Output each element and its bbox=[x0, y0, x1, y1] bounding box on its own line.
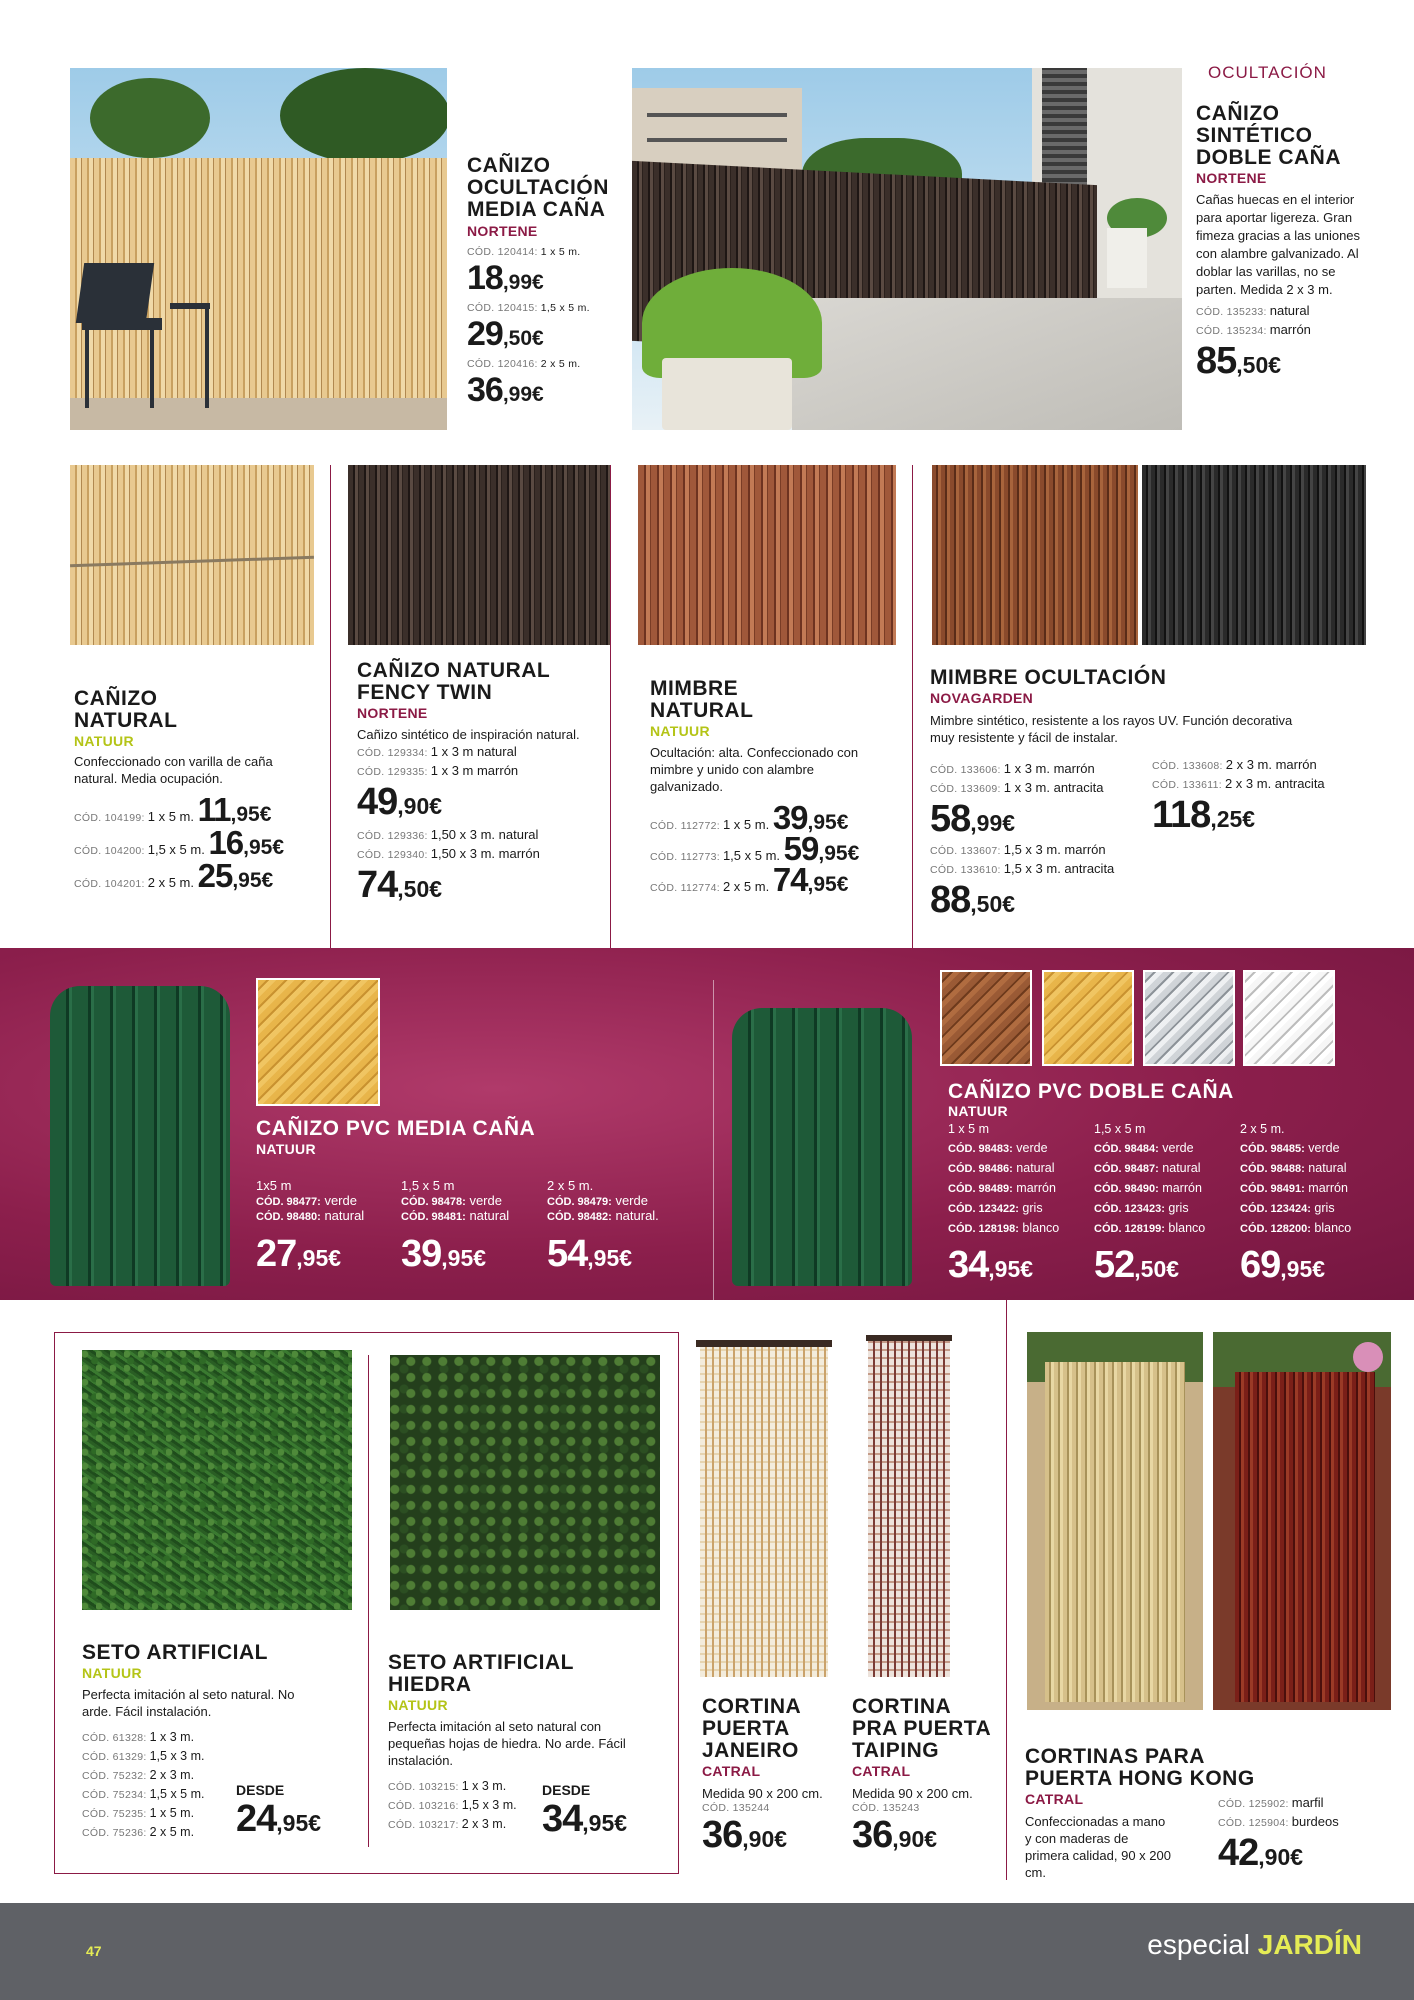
page-number: 47 bbox=[86, 1943, 102, 1959]
taiping-info bbox=[852, 1696, 1012, 1857]
code-line: CÓD. 129334: 1 x 3 m natural bbox=[357, 744, 517, 759]
code-line: CÓD. 112772: 1 x 5 m. 39,95€ bbox=[650, 799, 849, 836]
from-label: DESDE bbox=[236, 1782, 285, 1798]
code-line: CÓD. 98483: verde bbox=[948, 1141, 1048, 1155]
price: 118,25€ bbox=[1152, 794, 1256, 836]
price: 27,95€ bbox=[256, 1233, 342, 1275]
brand-label: CATRAL bbox=[852, 1763, 911, 1779]
code-line: CÓD. 129340: 1,50 x 3 m. marrón bbox=[357, 846, 540, 861]
code-line: CÓD. 133607: 1,5 x 3 m. marrón bbox=[930, 842, 1106, 857]
price: 42,90€ bbox=[1218, 1832, 1304, 1874]
code-line: CÓD. 133606: 1 x 3 m. marrón bbox=[930, 761, 1095, 776]
divider bbox=[1006, 1300, 1007, 1880]
code-line: CÓD. 98486: natural bbox=[948, 1161, 1055, 1175]
code-line: CÓD. 98484: verde bbox=[1094, 1141, 1194, 1155]
brand-label: CATRAL bbox=[1025, 1791, 1084, 1807]
pvc-swatch-brown bbox=[940, 970, 1032, 1066]
band-divider bbox=[713, 980, 714, 1300]
brand-label: NORTENE bbox=[357, 705, 428, 721]
mimbre-natural-info bbox=[650, 678, 900, 900]
brand-label: NORTENE bbox=[467, 223, 538, 239]
divider bbox=[368, 1355, 369, 1847]
product-title: CAÑIZO NATURAL bbox=[74, 687, 178, 732]
hongkong-photo-natural bbox=[1027, 1332, 1203, 1710]
mimbre-ocultacion-prices-a bbox=[930, 760, 1160, 922]
taiping-photo bbox=[866, 1335, 952, 1685]
product-title: CAÑIZO PVC MEDIA CAÑA bbox=[256, 1117, 536, 1140]
pvc-swatch-grey bbox=[1143, 970, 1235, 1066]
code-line: CÓD. 128200: blanco bbox=[1240, 1221, 1352, 1235]
footer-jardin: JARDÍN bbox=[1257, 1929, 1362, 1960]
code-line: CÓD. 98488: natural bbox=[1240, 1161, 1347, 1175]
footer-bar bbox=[0, 1903, 1414, 2000]
natural-info bbox=[74, 688, 314, 896]
code-line: CÓD. 129336: 1,50 x 3 m. natural bbox=[357, 827, 539, 842]
brand-label: CATRAL bbox=[702, 1763, 761, 1779]
product-title: CAÑIZO OCULTACIÓN MEDIA CAÑA bbox=[467, 154, 609, 221]
pvc-doble-info bbox=[948, 1081, 1388, 1119]
product-description: Confeccionadas a mano y con maderas de primera calidad, 90 x 200 cm. bbox=[1025, 1814, 1171, 1880]
mimbre-ocultacion-prices-b bbox=[1152, 756, 1392, 837]
pvc-media-roll-image bbox=[50, 986, 230, 1286]
brand-label: NORTENE bbox=[1196, 170, 1267, 186]
code-line: CÓD. 135233: natural bbox=[1196, 303, 1310, 318]
product-description: Medida 90 x 200 cm. bbox=[852, 1786, 973, 1801]
price: 88,50€ bbox=[930, 879, 1016, 921]
brand-label: NOVAGARDEN bbox=[930, 690, 1034, 706]
code-line: CÓD. 104200: 1,5 x 5 m. 16,95€ bbox=[74, 824, 285, 861]
price: 49,90€ bbox=[357, 781, 443, 823]
seto-hiedra-price-block bbox=[542, 1782, 627, 1841]
code-line: CÓD. 98481: natural bbox=[401, 1208, 510, 1223]
code-line: CÓD. 98489: marrón bbox=[948, 1181, 1056, 1195]
media-cana-info bbox=[467, 155, 617, 410]
divider bbox=[912, 465, 913, 950]
pvc-media-swatch bbox=[256, 978, 380, 1106]
size-label: 1,5 x 5 m bbox=[1094, 1122, 1146, 1136]
code-line: CÓD. 103217: 2 x 3 m. bbox=[388, 1817, 507, 1831]
code-line: CÓD. 112774: 2 x 5 m. 74,95€ bbox=[650, 861, 849, 898]
code-line: CÓD. 98482: natural. bbox=[547, 1208, 659, 1223]
code-line: CÓD. 98477: verde bbox=[256, 1193, 357, 1208]
size-label: 1 x 5 m bbox=[948, 1122, 989, 1136]
product-title: CAÑIZO NATURAL FENCY TWIN bbox=[357, 659, 550, 704]
product-title: CAÑIZO SINTÉTICO DOBLE CAÑA bbox=[1196, 102, 1341, 169]
code-line: CÓD. 75236: 2 x 5 m. bbox=[82, 1825, 195, 1839]
brand-label: NATUUR bbox=[82, 1665, 142, 1681]
code-line: CÓD. 123422: gris bbox=[948, 1201, 1043, 1215]
price: 24,95€ bbox=[236, 1798, 322, 1840]
product-description: Mimbre sintético, resistente a los rayos UV. Función decorativa muy resistente y fácil de instalar. bbox=[930, 713, 1293, 745]
janeiro-photo bbox=[696, 1340, 832, 1685]
code-line: CÓD. 61328: 1 x 3 m. bbox=[82, 1730, 195, 1744]
mimbre-ocultacion-info bbox=[930, 667, 1400, 746]
pvc-media-col-2 bbox=[401, 1178, 541, 1276]
code-line: CÓD. 133611: 2 x 3 m. antracita bbox=[1152, 776, 1325, 791]
fency-photo bbox=[348, 465, 610, 645]
price: 69,95€ bbox=[1240, 1244, 1326, 1286]
product-title: MIMBRE OCULTACIÓN bbox=[930, 666, 1167, 689]
price: 54,95€ bbox=[547, 1233, 633, 1275]
doble-cana-photo bbox=[632, 68, 1182, 430]
product-code: CÓD. 135244 bbox=[702, 1802, 770, 1814]
footer-especial: especial bbox=[1147, 1929, 1250, 1960]
brand-label: NATUUR bbox=[388, 1697, 448, 1713]
price: 34,95€ bbox=[948, 1244, 1034, 1286]
brand-label: NATUUR bbox=[650, 723, 710, 739]
product-title: CORTINA PRA PUERTA TAIPING bbox=[852, 1695, 991, 1762]
code-line: CÓD. 98487: natural bbox=[1094, 1161, 1201, 1175]
code-line: CÓD. 129335: 1 x 3 m marrón bbox=[357, 763, 519, 778]
pvc-doble-col-2 bbox=[1094, 1120, 1234, 1293]
code-line: CÓD. 128199: blanco bbox=[1094, 1221, 1206, 1235]
pvc-doble-roll-image bbox=[732, 1008, 912, 1286]
price: 36,90€ bbox=[852, 1814, 938, 1856]
code-line: CÓD. 98479: verde bbox=[547, 1193, 648, 1208]
product-title: SETO ARTIFICIAL HIEDRA bbox=[388, 1651, 574, 1696]
code-line: CÓD. 123424: gris bbox=[1240, 1201, 1335, 1215]
brand-label: NATUUR bbox=[74, 733, 134, 749]
mimbre-ocultacion-photo-brown bbox=[932, 465, 1138, 645]
fency-info bbox=[357, 660, 602, 907]
janeiro-info bbox=[702, 1696, 862, 1857]
code-line: CÓD. 135234: marrón bbox=[1196, 322, 1311, 337]
product-title: CAÑIZO PVC DOBLE CAÑA bbox=[948, 1080, 1234, 1103]
product-description: Confeccionado con varilla de caña natural. Media ocupación. bbox=[74, 754, 273, 786]
code-line: CÓD. 120415: 1,5 x 5 m. bbox=[467, 302, 590, 314]
price: 39,95€ bbox=[401, 1233, 487, 1275]
size-label: 1,5 x 5 m bbox=[401, 1178, 455, 1193]
code-line: CÓD. 125904: burdeos bbox=[1218, 1814, 1339, 1829]
code-line: CÓD. 75234: 1,5 x 5 m. bbox=[82, 1787, 205, 1801]
code-line: CÓD. 103215: 1 x 3 m. bbox=[388, 1779, 507, 1793]
code-line: CÓD. 98490: marrón bbox=[1094, 1181, 1202, 1195]
pvc-swatch-white bbox=[1243, 970, 1335, 1066]
price: 34,95€ bbox=[542, 1798, 628, 1840]
pvc-media-info bbox=[256, 1118, 706, 1157]
price: 18,99€ bbox=[467, 259, 544, 297]
code-line: CÓD. 61329: 1,5 x 3 m. bbox=[82, 1749, 205, 1763]
product-description: Cañas huecas en el interior para aportar ligereza. Gran fimeza gracias a las uniones con alambre galvanizado. Al doblar las varillas, no se parten. Medida 2 x 3 m. bbox=[1196, 192, 1361, 297]
code-line: CÓD. 104199: 1 x 5 m. 11,95€ bbox=[74, 791, 272, 828]
mimbre-ocultacion-photo-black bbox=[1142, 465, 1366, 645]
divider bbox=[330, 465, 331, 950]
price: 29,50€ bbox=[467, 315, 544, 353]
brand-label: NATUUR bbox=[948, 1103, 1008, 1119]
divider bbox=[610, 465, 611, 950]
code-line: CÓD. 112773: 1,5 x 5 m. 59,95€ bbox=[650, 830, 860, 867]
pvc-doble-col-3 bbox=[1240, 1120, 1390, 1293]
footer-brand bbox=[1147, 1929, 1362, 1961]
media-cana-photo bbox=[70, 68, 447, 430]
product-description: Medida 90 x 200 cm. bbox=[702, 1786, 823, 1801]
doble-cana-info bbox=[1196, 103, 1396, 383]
code-line: CÓD. 103216: 1,5 x 3 m. bbox=[388, 1798, 517, 1812]
size-label: 2 x 5 m. bbox=[1240, 1122, 1285, 1136]
brand-label: NATUUR bbox=[256, 1141, 316, 1157]
code-line: CÓD. 120414: 1 x 5 m. bbox=[467, 246, 581, 258]
price: 36,99€ bbox=[467, 371, 544, 409]
pvc-band bbox=[0, 948, 1414, 1300]
code-line: CÓD. 125902: marfil bbox=[1218, 1795, 1324, 1810]
code-line: CÓD. 128198: blanco bbox=[948, 1221, 1060, 1235]
price: 58,99€ bbox=[930, 798, 1016, 840]
pvc-doble-col-1 bbox=[948, 1120, 1088, 1293]
size-label: 2 x 5 m. bbox=[547, 1178, 594, 1193]
from-label: DESDE bbox=[542, 1782, 591, 1798]
size-label: 1x5 m bbox=[256, 1178, 292, 1193]
code-line: CÓD. 133609: 1 x 3 m. antracita bbox=[930, 780, 1104, 795]
product-description: Perfecta imitación al seto natural. No arde. Fácil instalación. bbox=[82, 1687, 295, 1719]
hongkong-photo-burgundy bbox=[1213, 1332, 1391, 1710]
code-line: CÓD. 123423: gris bbox=[1094, 1201, 1189, 1215]
code-line: CÓD. 120416: 2 x 5 m. bbox=[467, 358, 581, 370]
price: 74,50€ bbox=[357, 864, 443, 906]
natural-photo bbox=[70, 465, 314, 645]
price: 85,50€ bbox=[1196, 340, 1282, 382]
section-label: OCULTACIÓN bbox=[1208, 63, 1327, 82]
pvc-media-col-1 bbox=[256, 1178, 396, 1276]
code-line: CÓD. 98491: marrón bbox=[1240, 1181, 1348, 1195]
hongkong-price-block bbox=[1218, 1794, 1398, 1875]
product-title: CORTINA PUERTA JANEIRO bbox=[702, 1695, 801, 1762]
pvc-media-col-3 bbox=[547, 1178, 687, 1276]
price: 36,90€ bbox=[702, 1814, 788, 1856]
code-line: CÓD. 75235: 1 x 5 m. bbox=[82, 1806, 195, 1820]
seto-photo bbox=[82, 1350, 352, 1610]
product-code: CÓD. 135243 bbox=[852, 1802, 920, 1814]
product-description: Perfecta imitación al seto natural con pequeñas hojas de hiedra. No arde. Fácil instalación. bbox=[388, 1719, 626, 1768]
code-line: CÓD. 98485: verde bbox=[1240, 1141, 1340, 1155]
product-description: Cañizo sintético de inspiración natural. bbox=[357, 727, 580, 742]
code-line: CÓD. 98478: verde bbox=[401, 1193, 502, 1208]
code-line: CÓD. 75232: 2 x 3 m. bbox=[82, 1768, 195, 1782]
product-description: Ocultación: alta. Confeccionado con mimbre y unido con alambre galvanizado. bbox=[650, 745, 859, 794]
price: 52,50€ bbox=[1094, 1244, 1180, 1286]
seto-hiedra-photo bbox=[390, 1355, 660, 1610]
code-line: CÓD. 104201: 2 x 5 m. 25,95€ bbox=[74, 857, 274, 894]
code-line: CÓD. 133610: 1,5 x 3 m. antracita bbox=[930, 861, 1115, 876]
product-title: SETO ARTIFICIAL bbox=[82, 1641, 268, 1664]
seto-price-block bbox=[236, 1782, 321, 1841]
code-line: CÓD. 133608: 2 x 3 m. marrón bbox=[1152, 757, 1317, 772]
product-title: MIMBRE NATURAL bbox=[650, 677, 754, 722]
product-title: CORTINAS PARA PUERTA HONG KONG bbox=[1025, 1745, 1255, 1790]
pvc-swatch-natural bbox=[1042, 970, 1134, 1066]
code-line: CÓD. 98480: natural bbox=[256, 1208, 365, 1223]
mimbre-natural-photo bbox=[638, 465, 896, 645]
